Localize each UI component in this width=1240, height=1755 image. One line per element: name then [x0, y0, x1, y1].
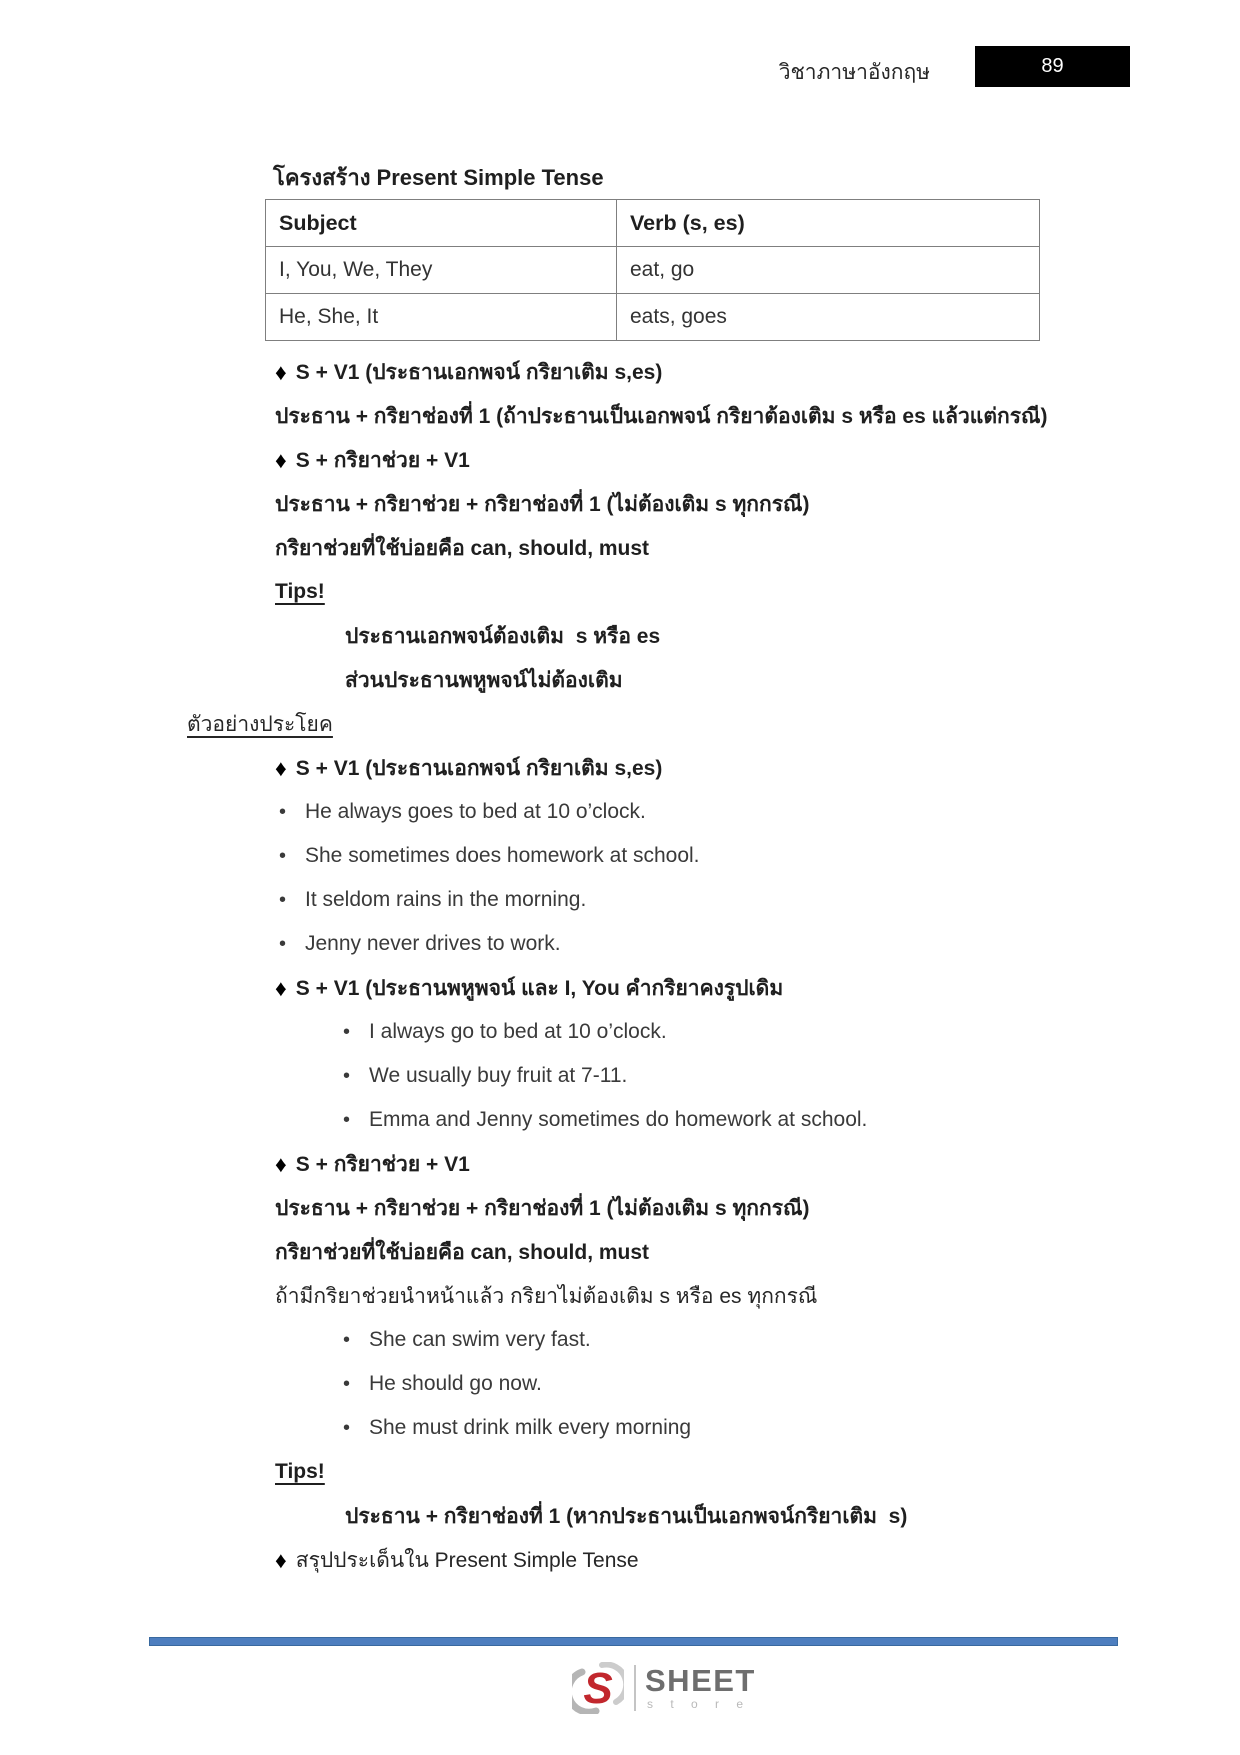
dot-bullet-icon: • — [343, 1416, 351, 1439]
dot-bullet-icon: • — [343, 1064, 351, 1087]
dot-bullet-icon: • — [279, 800, 287, 823]
diamond-bullet-icon: ♦ — [275, 1546, 287, 1573]
table-cell-verb: eats, goes — [617, 294, 1040, 341]
example3-note: ถ้ามีกริยาช่วยนำหน้าแล้ว กริยาไม่ต้องเติม s หรือ es ทุกกรณี — [275, 1284, 818, 1308]
table-body — [266, 247, 1040, 341]
footer-divider-rule — [149, 1637, 1118, 1646]
diamond-bullet-icon: ♦ — [275, 446, 287, 473]
example-sentence-text: He should go now. — [369, 1372, 542, 1395]
header-subject-label: วิชาภาษาอังกฤษ — [778, 61, 930, 84]
example-sentence — [0, 1098, 1240, 1142]
example-sentence-text: She sometimes does homework at school. — [305, 844, 700, 867]
table-cell-subject: I, You, We, They — [266, 247, 617, 294]
example-sentence-text: It seldom rains in the morning. — [305, 888, 587, 911]
tips-label-text: Tips! — [275, 580, 325, 603]
table-header-row — [266, 200, 1040, 247]
table-row — [266, 294, 1040, 341]
heading-text: S + กริยาช่วย + V1 — [295, 448, 470, 472]
summary-heading — [0, 1538, 1240, 1582]
dot-bullet-icon: • — [279, 844, 287, 867]
example-sentence-text: Emma and Jenny sometimes do homework at school. — [369, 1108, 868, 1131]
heading-text: S + V1 (ประธานเอกพจน์ กริยาเติม s,es) — [295, 756, 663, 780]
dot-bullet-icon: • — [343, 1372, 351, 1395]
rule-common-auxiliaries: กริยาช่วยที่ใช้บ่อยคือ can, should, must — [275, 536, 650, 560]
logo-subtext: s t o r e — [647, 1697, 751, 1711]
example-sentence-text: She must drink milk every morning — [369, 1416, 692, 1439]
example-sentence — [0, 1010, 1240, 1054]
example-sentence — [0, 1406, 1240, 1450]
table-row — [266, 247, 1040, 294]
page-number: 89 — [1041, 55, 1064, 77]
example1-list — [0, 790, 1240, 966]
table-cell-subject: He, She, It — [266, 294, 617, 341]
dot-bullet-icon: • — [343, 1108, 351, 1131]
rule-auxiliary: ประธาน + กริยาช่วย + กริยาช่องที่ 1 (ไม่ต้องเติม s ทุกกรณี) — [275, 492, 810, 516]
summary-text: สรุปประเด็นใน Present Simple Tense — [295, 1548, 639, 1572]
logo-divider — [634, 1665, 636, 1711]
dot-bullet-icon: • — [279, 888, 287, 911]
tips2-rule: ประธาน + กริยาช่องที่ 1 (หากประธานเป็นเอกพจน์กริยาเติม s) — [345, 1504, 908, 1528]
example-sentence — [0, 790, 1240, 834]
example1-heading — [0, 746, 1240, 790]
logo-wordmark — [645, 1663, 756, 1711]
tip-singular: ประธานเอกพจน์ต้องเติม s หรือ es — [345, 624, 661, 648]
example-sentence — [0, 1318, 1240, 1362]
heading-text: S + V1 (ประธานเอกพจน์ กริยาเติม s,es) — [295, 360, 663, 384]
tips-label — [0, 570, 1240, 614]
logo-s-mark-icon — [572, 1662, 624, 1714]
sheet-store-logo — [572, 1662, 756, 1714]
example2-list — [0, 1010, 1240, 1142]
table-header-subject: Subject — [266, 200, 617, 247]
example-sentence — [0, 1362, 1240, 1406]
diamond-bullet-icon: ♦ — [275, 358, 287, 385]
example-sentence-text: He always goes to bed at 10 o’clock. — [305, 800, 646, 823]
example-sentence — [0, 834, 1240, 878]
page-number-box — [975, 46, 1130, 87]
example3-rule-common: กริยาช่วยที่ใช้บ่อยคือ can, should, must — [275, 1240, 650, 1264]
examples-label-text: ตัวอย่างประโยค — [187, 712, 333, 736]
example3-list — [0, 1318, 1240, 1450]
dot-bullet-icon: • — [343, 1328, 351, 1351]
tips2-label — [0, 1450, 1240, 1494]
body-content — [0, 350, 1240, 1582]
diamond-bullet-icon: ♦ — [275, 974, 287, 1001]
example-sentence-text: Jenny never drives to work. — [305, 932, 561, 955]
heading-subject-verb — [0, 350, 1240, 394]
example-sentence — [0, 1054, 1240, 1098]
grammar-table — [265, 199, 1040, 341]
examples-section-label — [0, 702, 1240, 746]
diamond-bullet-icon: ♦ — [275, 754, 287, 781]
diamond-bullet-icon: ♦ — [275, 1150, 287, 1177]
example3-heading — [0, 1142, 1240, 1186]
page-title: โครงสร้าง Present Simple Tense — [273, 165, 604, 190]
heading-text: S + V1 (ประธานพหูพจน์ และ I, You คำกริยาคงรูปเดิม — [295, 976, 784, 1000]
rule-singular-subject: ประธาน + กริยาช่องที่ 1 (ถ้าประธานเป็นเอกพจน์ กริยาต้องเติม s หรือ es แล้วแต่กรณี) — [275, 404, 1048, 428]
dot-bullet-icon: • — [279, 932, 287, 955]
tip-plural: ส่วนประธานพหูพจน์ไม่ต้องเติม — [345, 668, 623, 692]
heading-auxiliary-verb — [0, 438, 1240, 482]
logo-brand-text: SHEET — [645, 1663, 756, 1698]
example-sentence-text: I always go to bed at 10 o’clock. — [369, 1020, 667, 1043]
table-cell-verb: eat, go — [617, 247, 1040, 294]
heading-text: S + กริยาช่วย + V1 — [295, 1152, 470, 1176]
dot-bullet-icon: • — [343, 1020, 351, 1043]
example-sentence-text: We usually buy fruit at 7-11. — [369, 1064, 628, 1087]
example3-rule-auxiliary: ประธาน + กริยาช่วย + กริยาช่องที่ 1 (ไม่ต้องเติม s ทุกกรณี) — [275, 1196, 810, 1220]
example-sentence — [0, 922, 1240, 966]
tips-label-text: Tips! — [275, 1460, 325, 1483]
example2-heading — [0, 966, 1240, 1010]
table-header-verb: Verb (s, es) — [617, 200, 1040, 247]
example-sentence — [0, 878, 1240, 922]
svg-text:S: S — [583, 1664, 613, 1713]
example-sentence-text: She can swim very fast. — [369, 1328, 591, 1351]
